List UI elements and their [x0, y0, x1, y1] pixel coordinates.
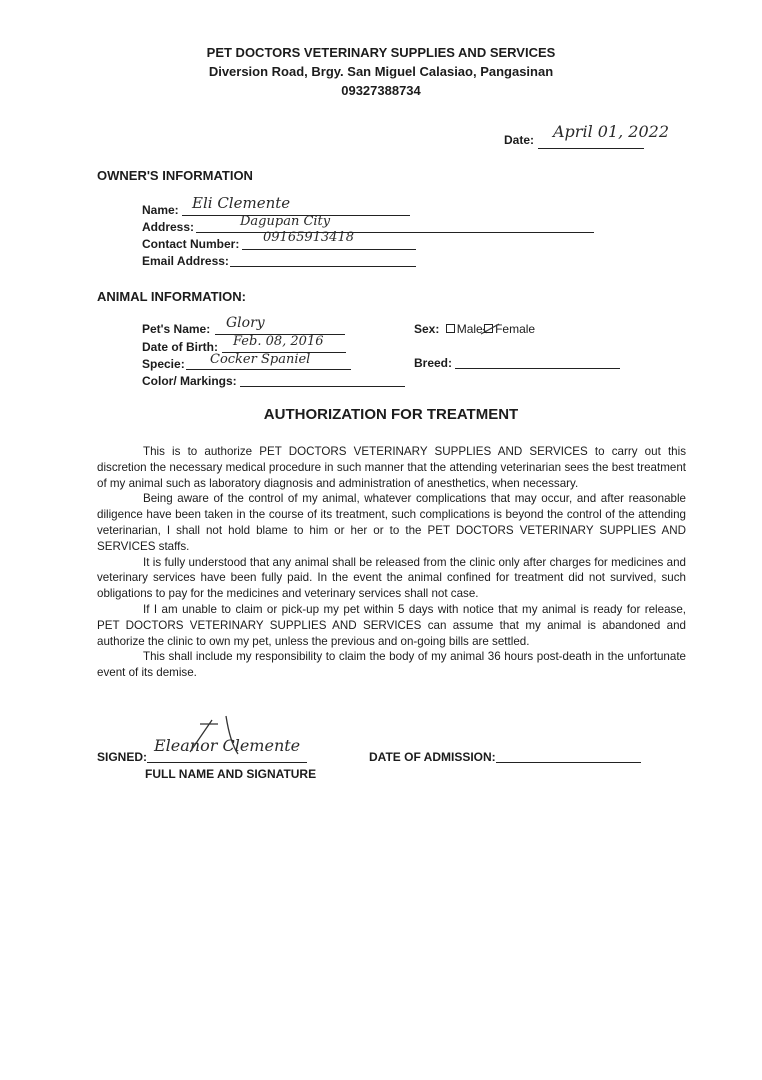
paragraph-1: This is to authorize PET DOCTORS VETERINARY SUPPLIES AND SERVICES to carry out this discretion the necessary medical procedure in such manner that the attending veterinarian sees the best treatment of my animal such as laboratory diagnosis and administration of anesthetics, when necessary. — [97, 445, 686, 490]
owner-address-line — [196, 232, 594, 233]
owner-name-label: Name: — [142, 203, 179, 217]
dob-label: Date of Birth: — [142, 340, 218, 354]
checkmark-icon — [480, 323, 502, 335]
paragraph-5: This shall include my responsibility to claim the body of my animal 36 hours post-death in the unfortunate event of its demise. — [97, 650, 686, 680]
date-label: Date: — [504, 133, 535, 147]
owner-address-value: Dagupan City — [240, 214, 331, 229]
company-address: Diversion Road, Brgy. San Miguel Calasiao, Pangasinan — [208, 64, 554, 79]
sex-female-option: Female — [495, 322, 536, 336]
owner-heading: OWNER'S INFORMATION — [97, 168, 253, 183]
authorization-body — [97, 444, 686, 681]
paragraph-3: It is fully understood that any animal shall be released from the clinic only after charges for medicines and veterinary services have been fully paid. In the event the animal confined for treatment did not survived, such obligations to pay for the medicines and veterinary services shall not case. — [97, 555, 686, 601]
signed-label: SIGNED: — [97, 750, 148, 764]
sex-female-option-wrap — [484, 322, 535, 336]
admission-label: DATE OF ADMISSION: — [369, 750, 496, 764]
color-label: Color/ Markings: — [142, 374, 237, 388]
authorization-title: AUTHORIZATION FOR TREATMENT — [263, 406, 519, 423]
date-value: April 01, 2022 — [553, 122, 670, 141]
company-name: PET DOCTORS VETERINARY SUPPLIES AND SERVICES — [206, 45, 556, 60]
animal-heading: ANIMAL INFORMATION: — [97, 289, 246, 304]
paragraph-4: If I am unable to claim or pick-up my pet within 5 days with notice that my animal is ready for release, PET DOCTORS VETERINARY SUPPLIES AND SERVICES can assume that my animal is abandoned and authorize the clinic to own my pet, unless the previous and on-going bills are settled. — [97, 602, 686, 648]
owner-contact-value: 09165913418 — [263, 230, 354, 245]
owner-contact-label: Contact Number: — [142, 237, 240, 251]
dob-value: Feb. 08, 2016 — [233, 334, 324, 349]
owner-contact-line — [242, 249, 416, 250]
full-name-label: FULL NAME AND SIGNATURE — [145, 767, 317, 781]
signature-line — [147, 762, 307, 763]
specie-label: Specie: — [142, 357, 185, 371]
owner-name-value: Eli Clemente — [192, 194, 291, 212]
pet-name-value: Glory — [226, 315, 265, 331]
specie-value: Cocker Spaniel — [210, 352, 311, 367]
owner-email-label: Email Address: — [142, 254, 229, 268]
owner-email-line — [230, 266, 416, 267]
owner-address-label: Address: — [142, 220, 195, 234]
sex-male-option: Male — [456, 322, 483, 336]
sex-male-checkbox[interactable] — [446, 324, 455, 333]
breed-label: Breed: — [414, 356, 453, 370]
admission-line — [496, 762, 641, 763]
sex-field — [414, 322, 535, 336]
signature-flourish-icon — [160, 712, 280, 762]
color-line — [240, 386, 405, 387]
signature-value: Eleanor Clemente — [154, 736, 301, 755]
date-line — [538, 148, 644, 149]
company-phone: 09327388734 — [341, 83, 421, 98]
specie-line — [186, 369, 351, 370]
paragraph-2: Being aware of the control of my animal, whatever complications that may occur, and after reasonable diligence have been taken in the course of its treatment, such complications is beyond the control of the attending veterinarian, I shall not hold blame to him or her or to the PET DOCTORS VETERINARY SUPPLIES AND SERVICES staffs. — [97, 492, 686, 553]
sex-label: Sex: — [414, 322, 440, 336]
breed-line — [455, 368, 620, 369]
pet-name-label: Pet's Name: — [142, 322, 211, 336]
